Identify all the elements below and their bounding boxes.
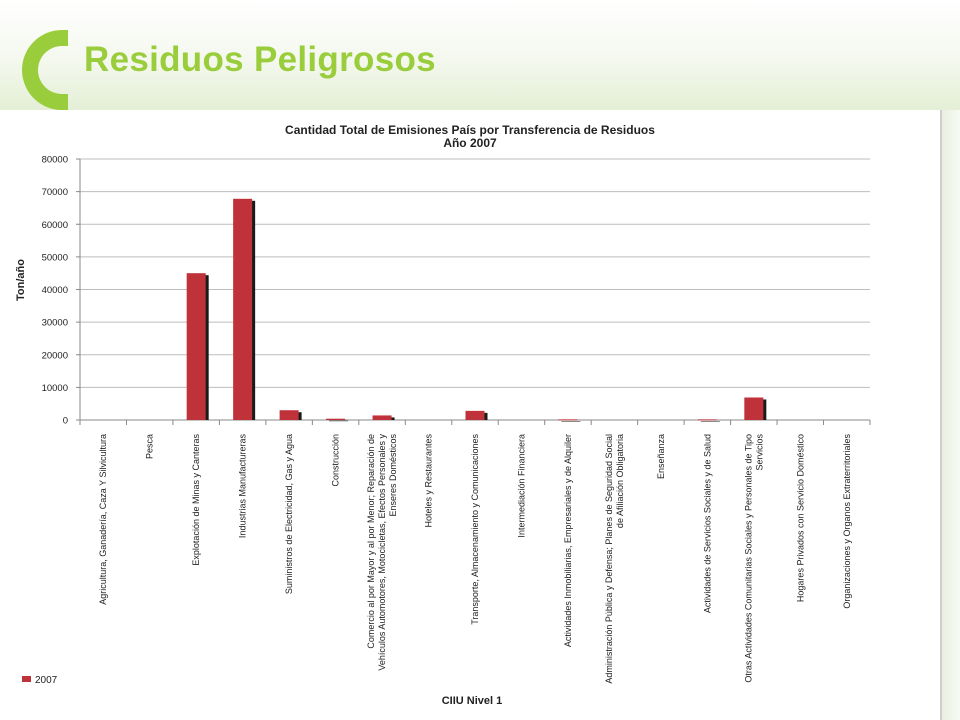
y-tick-label: 50000 — [41, 252, 68, 264]
y-tick-label: 80000 — [41, 154, 68, 166]
x-tick-label: Intermediación Financiera — [516, 434, 527, 538]
x-tick-label: Transporte, Almacenamiento y Comunicaciones — [470, 434, 480, 625]
x-tick-label: Agricultura, Ganadería, Caza Y Silvicultura — [98, 434, 109, 605]
chart-subtitle: Año 2007 — [443, 136, 497, 150]
right-shade — [942, 110, 960, 720]
y-tick-label: 60000 — [41, 219, 68, 231]
bar — [326, 419, 345, 420]
bar-shadow — [701, 421, 720, 422]
bar-shadow — [329, 421, 348, 422]
y-tick-label: 0 — [62, 415, 68, 427]
bar — [698, 419, 717, 420]
x-tick-label: Construcción — [330, 434, 341, 487]
bar — [233, 199, 252, 420]
bar — [744, 397, 763, 420]
page-title: Residuos Peligrosos — [84, 40, 436, 79]
legend-label: 2007 — [35, 675, 58, 686]
x-tick-label: Otras Actividades Comunitarias Sociales y Personales de TipoServicios — [743, 434, 765, 683]
bar-chart — [0, 110, 940, 720]
x-tick-label: Enseñanza — [655, 434, 666, 480]
x-tick-label: Explotación de Minas y Canteras — [191, 434, 202, 566]
x-tick-label: Hogares Privados con Servicio Doméstico — [795, 434, 806, 603]
bar-shadow — [561, 421, 580, 422]
bar — [466, 411, 485, 420]
bar — [373, 415, 392, 420]
y-tick-label: 20000 — [41, 350, 68, 362]
x-tick-label: Administración Pública y Defensa; Planes de Seguridad Socialde Afiliación Obligatoria — [603, 434, 625, 684]
y-axis-label: Ton/año — [15, 259, 27, 301]
x-tick-label: Pesca — [144, 434, 155, 460]
x-tick-label: Suministros de Electricidad, Gas y Agua — [284, 434, 295, 595]
bar — [280, 410, 299, 420]
x-tick-label: Organizaciones y Organos Extraterritoriales — [841, 434, 852, 609]
legend-swatch — [22, 676, 31, 682]
y-tick-label: 40000 — [41, 285, 68, 296]
x-axis-label: CIIU Nivel 1 — [441, 695, 503, 707]
x-tick-label: Actividades de Servicios Sociales y de Salud — [702, 434, 713, 614]
bar — [187, 273, 206, 420]
x-tick-label: Industrias Manufactureras — [237, 434, 248, 539]
y-tick-label: 70000 — [41, 187, 68, 199]
x-tick-label: Hoteles y Restaurantes — [423, 434, 434, 528]
y-tick-label: 30000 — [41, 317, 68, 329]
y-tick-label: 10000 — [41, 382, 68, 394]
x-tick-label: Actividades Inmobiliarias, Empresariales y de Alquiler — [562, 434, 573, 648]
bar — [558, 419, 577, 420]
x-tick-label: Comercio al por Mayor y al por Menor; Reparación deVehículos Automotores, Motocicletas, Efectos Personales yEnseres Domésticos — [366, 434, 399, 671]
chart-title: Cantidad Total de Emisiones País por Transferencia de Residuos — [285, 123, 655, 137]
